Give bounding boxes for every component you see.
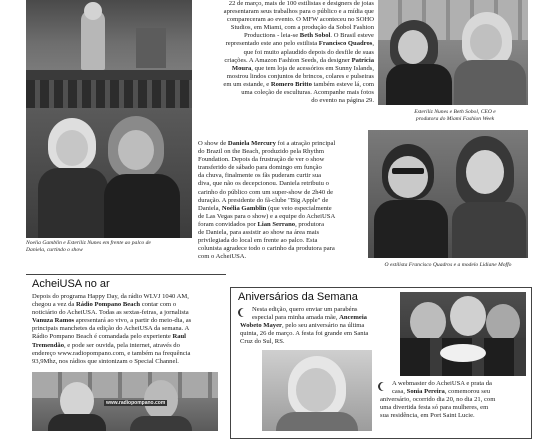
name-radio-pompano: Rádio Pompano Beach xyxy=(75,301,141,309)
article-line: uma divertida festa só para mulheres, em xyxy=(380,404,489,412)
text: Productions - leia-se xyxy=(243,32,300,40)
article-line: principais manchetes da edição do AcheiUSA da semana. A xyxy=(32,325,190,333)
text: representado este ano pelo estilista xyxy=(225,40,319,48)
article-line: carinho do público com um super-show de 2h40 de xyxy=(198,188,334,196)
article-daniela-mercury xyxy=(198,140,362,261)
article-line: de Las Vegas para o show) e a equipe do AcheiUSA xyxy=(198,212,336,220)
article-line xyxy=(32,301,226,309)
article-line: uma coleção de esculturas. Acompanhe mais fotos xyxy=(241,89,374,97)
text: , que tem loja de acessórios em Sunny Islands, xyxy=(251,64,374,72)
article-line: sua residência, em Port Saint Lucie. xyxy=(380,412,475,420)
photo-birthday-mother xyxy=(262,350,372,431)
caption-noelia-esteriliz xyxy=(26,240,196,254)
article-line xyxy=(32,317,226,325)
moon-icon xyxy=(380,382,389,391)
text: foi a atração principal xyxy=(275,140,336,147)
section-rule xyxy=(26,274,226,275)
caption-esteriliz-beth xyxy=(380,109,530,123)
article-line: de Daniela, para assistir ao show na área mais xyxy=(198,229,320,237)
name-patricia: Patrícia xyxy=(351,56,374,64)
text: , produtora xyxy=(295,220,325,228)
name-tremendao: Tremendão xyxy=(32,341,64,349)
banner-radiopompano: www.radiopompano.com xyxy=(106,400,166,406)
article-line: A webmaster do AcheiUSA e prata da xyxy=(392,380,492,387)
article-line xyxy=(198,140,362,148)
name-romero-britto: Romero Britto xyxy=(270,80,312,88)
article-line: noticiário do AcheiUSA. Todas as sextas-feiras, a jornalista xyxy=(32,309,189,317)
article-line: Depois do programa Happy Day, da rádio WLVJ 1040 AM, xyxy=(32,293,189,300)
text: foram convidados por xyxy=(198,220,258,228)
caption-line: Noelia Gamblin e Esteriliz Nunes em frente ao palco de xyxy=(26,240,151,246)
text: , comemorou seu xyxy=(444,388,491,396)
article-line: 93,9Mhz, nos rádios que sintonizam o Special Channel. xyxy=(32,357,179,365)
article-line xyxy=(196,81,374,89)
article-line: com o AcheiUSA. xyxy=(198,253,247,261)
name-lian-serrano: Lian Serrano xyxy=(257,220,296,228)
birthday-note-mother xyxy=(240,306,402,346)
article-line xyxy=(198,221,362,229)
photo-quadros-moffo xyxy=(368,130,528,258)
text: (que veio especialmente xyxy=(266,204,332,212)
text: chegou a vez da xyxy=(32,301,76,309)
article-line: do evento na página 29. xyxy=(311,97,374,105)
text: apresentará ao vivo, a partir do meio-dia, as xyxy=(74,317,192,325)
name-daniela-mercury: Daniela Mercury xyxy=(227,140,276,147)
article-line xyxy=(196,65,374,73)
text: criações. A Amazon Fashion Seeds, da designer xyxy=(224,56,352,64)
article-line: Cruz do Sul, RS. xyxy=(240,338,285,346)
name-moura: Moura xyxy=(231,64,252,72)
name-vanuza-ramos: Vanuza Ramos xyxy=(32,317,75,325)
article-line: transferido de sábado para domingo em função xyxy=(198,164,322,172)
article-line xyxy=(240,322,402,330)
photo-birthday-sonia xyxy=(400,292,526,376)
text: , xyxy=(372,40,374,48)
text: também esteve lá, com xyxy=(311,80,374,88)
article-line xyxy=(196,40,374,48)
article-line: privilegiada do local em frente ao palco. Esta xyxy=(198,237,318,245)
birthday-note-sonia xyxy=(380,380,530,420)
article-line: apresentaram seus trabalhos para o público e a mídia que xyxy=(223,8,374,16)
article-line: colunista agradece todo o carinho da produtora para xyxy=(198,245,335,253)
article-line: do Brazil on the Beach, produzido pela Rhythm xyxy=(198,148,324,156)
article-line xyxy=(392,388,530,396)
heading-acheiusa-no-ar: AcheiUSA no ar xyxy=(32,278,110,290)
photo-esteriliz-beth xyxy=(378,0,528,105)
article-line xyxy=(32,333,226,341)
article-line: endereço www.radiopompano.com, e também na frequência xyxy=(32,349,191,357)
text: Rádio Pompano Beach é comandada pelo experiente xyxy=(32,333,173,341)
name-raul: Raul xyxy=(172,333,186,341)
name-sonia-pereira: Sonia Pereira xyxy=(406,388,445,396)
article-line: compareceram ao evento. O MFW aconteceu no SOHO xyxy=(226,16,374,24)
caption-line: Daniela, curtindo o show xyxy=(26,246,83,253)
caption-quadros: O estilista Francisco Quadros e a modelo Lidiane Moffo xyxy=(384,262,512,268)
text: , pelo seu aniversário na última xyxy=(281,322,365,330)
photo-daniela-stage xyxy=(26,0,192,108)
text: . O Brasil esteve xyxy=(330,32,374,40)
article-line xyxy=(32,342,226,350)
heading-aniversarios: Aniversários da Semana xyxy=(238,291,358,303)
article-line: 22 de março, mais de 100 estilistas e designers de joias xyxy=(228,0,374,7)
text: especial para minha amada mãe, xyxy=(252,314,340,322)
caption-line: produtora do Miami Fashion Week xyxy=(415,115,495,122)
moon-icon xyxy=(240,308,249,317)
text: casa, xyxy=(392,388,407,396)
name-noelia-gamblin: Noélia Gamblin xyxy=(221,204,267,212)
name-beth-sobol: Beth Sobol xyxy=(299,32,331,40)
article-line xyxy=(198,205,362,213)
text: O show de xyxy=(198,140,228,147)
text: em um estande, e xyxy=(223,80,271,88)
article-line xyxy=(252,314,402,322)
article-line: da chuva, finalmente os fãs puderam curtir sua xyxy=(198,172,322,180)
caption-line: Esteriliz Nunes e Beth Sobol, CEO e xyxy=(414,109,496,115)
article-miami-fashion-week xyxy=(196,0,374,105)
article-line: mostrou lindos conjuntos de brincos, colares e pulseiras xyxy=(226,72,374,80)
article-acheiusa-no-ar xyxy=(32,293,226,366)
article-line: diva, que não os decepcionou. Daniela retribuiu o xyxy=(198,180,329,188)
article-line: duração. A presidente do fã-clube "Big Apple" de xyxy=(198,196,329,204)
article-line xyxy=(196,57,374,65)
text: contar com o xyxy=(140,301,177,309)
photo-noelia-esteriliz xyxy=(26,108,192,238)
name-francisco-quadros: Francisco Quadros xyxy=(318,40,373,48)
article-line: Studios, em Miami, com a produção da Sobol Fashion xyxy=(230,24,374,32)
name-wobeto-mayer: Wobeto Mayer xyxy=(240,322,282,330)
name-ancemeia: Ancemeia xyxy=(339,314,367,322)
article-line xyxy=(196,32,374,40)
article-line: que foi muito aplaudido depois do desfile de suas xyxy=(243,48,374,56)
article-line: Nesta edição, quero enviar um parabéns xyxy=(252,306,358,313)
article-line: quinta, 26 de março. A festa foi grande em Santa xyxy=(240,330,369,338)
text: , e pode ser ouvida, pela internet, através do xyxy=(64,341,180,349)
photo-radio-studio xyxy=(32,372,218,431)
article-line: Foundation. Depois da frustração de ver o show xyxy=(198,156,325,164)
article-line: aniversário, ocorrido dia 20, no dia 21, com xyxy=(380,396,496,404)
text: Daniela, xyxy=(198,204,222,212)
